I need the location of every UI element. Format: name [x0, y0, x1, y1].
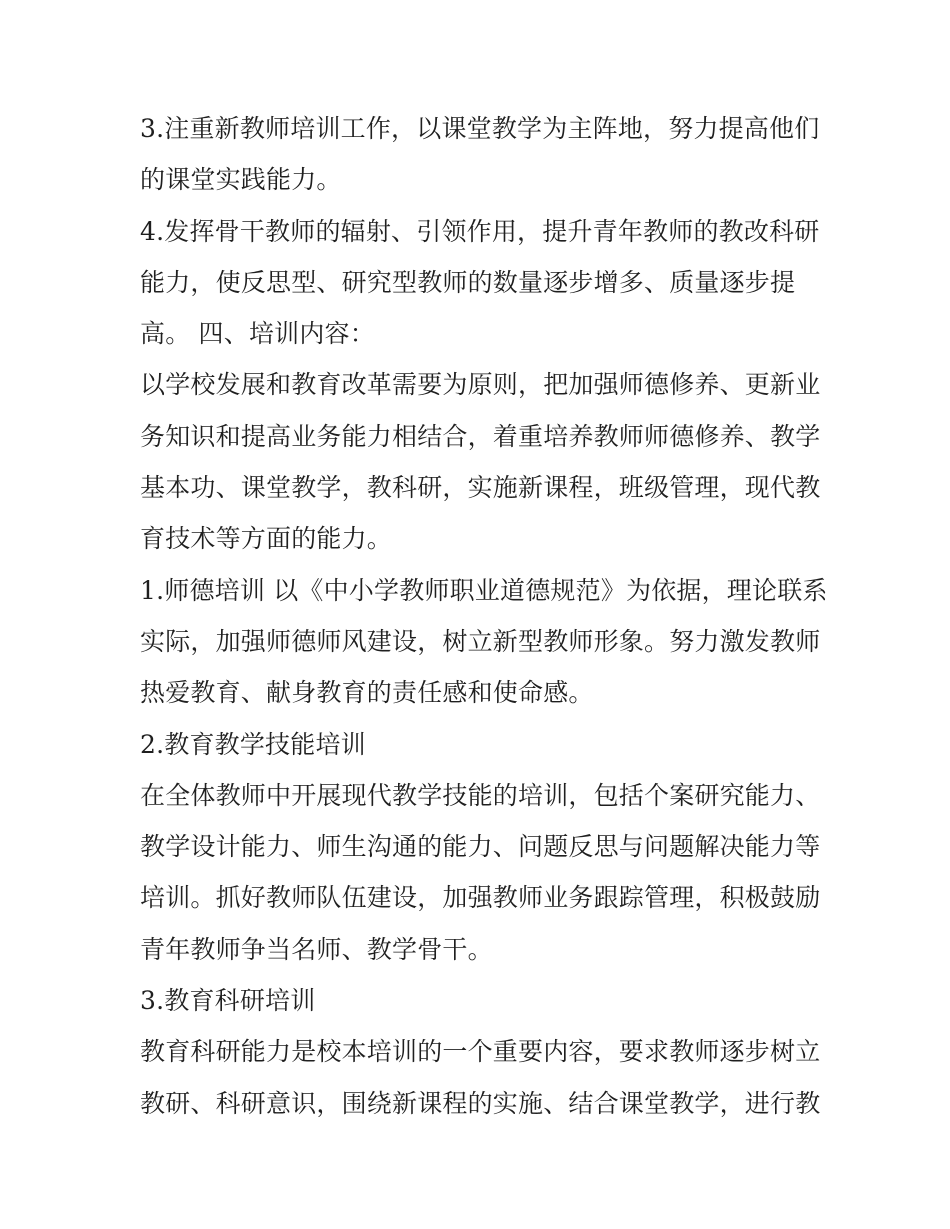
text-line-7: 务知识和提高业务能力相结合，着重培养教师师德修养、教学	[140, 421, 821, 451]
text-line-17: 青年教师争当名师、教学骨干。	[140, 934, 493, 964]
text-line-6: 以学校发展和教育改革需要为原则，把加强师德修养、更新业	[140, 370, 821, 400]
text-line-20: 教研、科研意识，围绕新课程的实施、结合课堂教学，进行教	[140, 1088, 821, 1118]
text-line-19: 教育科研能力是校本培训的一个重要内容，要求教师逐步树立	[140, 1037, 821, 1067]
text-line-9: 育技术等方面的能力。	[140, 524, 393, 554]
text-line-16: 培训。抓好教师队伍建设，加强教师业务跟踪管理，积极鼓励	[140, 883, 821, 913]
text-line-12: 热爱教育、献身教育的责任感和使命感。	[140, 678, 594, 708]
text-line-10: 1.师德培训 以《中小学教师职业道德规范》为依据，理论联系	[140, 575, 828, 605]
text-line-18: 3.教育科研培训	[140, 986, 316, 1016]
text-line-2: 的课堂实践能力。	[140, 165, 342, 195]
text-line-1: 3.注重新教师培训工作，以课堂教学为主阵地，努力提高他们	[140, 114, 820, 143]
text-line-14: 在全体教师中开展现代教学技能的培训，包括个案研究能力、	[140, 780, 821, 810]
text-line-11: 实际，加强师德师风建设，树立新型教师形象。努力激发教师	[140, 626, 821, 656]
text-line-15: 教学设计能力、师生沟通的能力、问题反思与问题解决能力等	[140, 832, 821, 862]
text-line-8: 基本功、课堂教学，教科研，实施新课程，班级管理，现代教	[140, 473, 821, 503]
text-line-3: 4.发挥骨干教师的辐射、引领作用，提升青年教师的教改科研	[140, 216, 820, 246]
text-line-4: 能力，使反思型、研究型教师的数量逐步增多、质量逐步提	[140, 267, 796, 297]
text-line-5: 高。 四、培训内容：	[140, 319, 375, 349]
text-line-13: 2.教育教学技能培训	[140, 729, 366, 759]
document-body	[140, 103, 828, 1129]
